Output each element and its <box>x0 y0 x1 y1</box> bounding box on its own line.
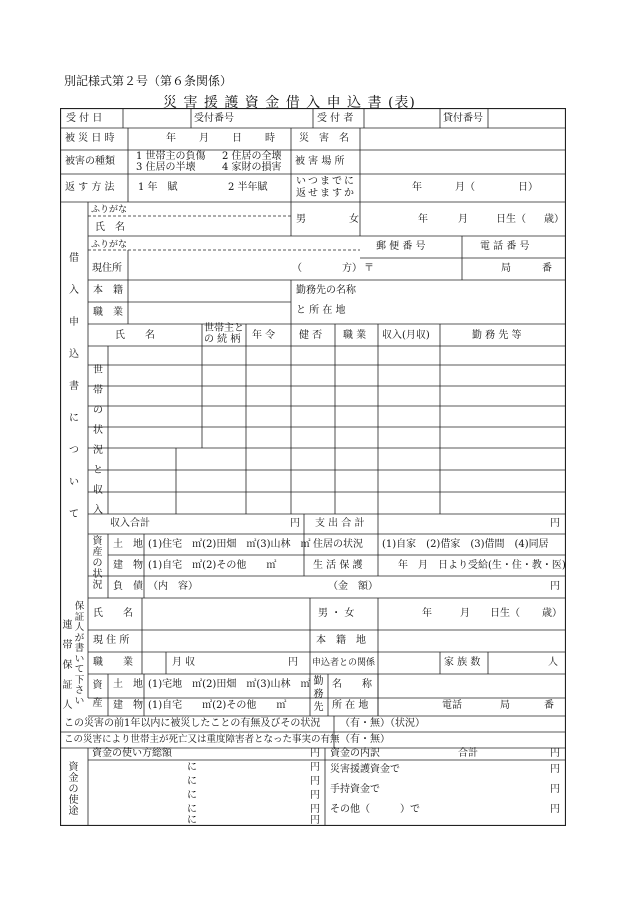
guarantor-building-label: 建 物 <box>113 700 143 711</box>
deadline-day: 日） <box>518 182 538 193</box>
applicant-age: 歳） <box>544 214 564 225</box>
guarantor-assets-side: 資産 <box>92 680 103 709</box>
guarantor-work-side: 勤務先 <box>313 676 324 713</box>
repay-deadline-label-1: いつまでに <box>296 176 356 187</box>
assets-side-label: 資産の状況 <box>92 536 103 591</box>
repayment-method-label: 返 す 方 法 <box>65 182 115 193</box>
guarantor-side-label: 連帯保証人 <box>62 620 73 711</box>
domicile-label: 本 籍 <box>93 285 123 296</box>
debt-yen: 円 <box>550 581 560 592</box>
guarantor-domicile-label: 本 籍 地 <box>316 635 366 646</box>
funds-item-own-yen: 円 <box>550 784 560 795</box>
death-disability-answer: （有・無） <box>340 734 390 745</box>
disaster-day-unit: 日 <box>232 133 242 144</box>
damage-type-label: 被害の種類 <box>65 156 115 167</box>
receiver-label: 受 付 者 <box>317 113 354 124</box>
guarantor-birth-day: 日生（ <box>490 608 520 619</box>
guarantor-relation-label: 申込者との関係 <box>312 658 376 668</box>
funds-ni-1: に <box>187 762 197 773</box>
guarantor-income-yen: 円 <box>288 657 298 668</box>
funds-breakdown-label: 資金の内訳 <box>330 748 380 759</box>
repayment-annual: 1 年 賦 <box>138 182 178 193</box>
funds-yen-1: 円 <box>310 762 320 773</box>
workplace-label-1: 勤務先の名称 <box>296 285 356 296</box>
housing-status-options: (1)自家 (2)借家 (3)借間 (4)同居 <box>382 539 549 550</box>
loan-number-label: 貸付番号 <box>443 113 483 124</box>
damage-option-injury: 1 世帯主の負傷 <box>136 151 206 162</box>
funds-item-other-yen: 円 <box>550 804 560 815</box>
debt-amount-label: （金 額） <box>328 581 378 592</box>
funds-yen-5: 円 <box>310 815 320 826</box>
receipt-number-label: 受付番号 <box>194 113 234 124</box>
repayment-semiannual: 2 半年賦 <box>228 182 268 193</box>
funds-sum-label: 合計 <box>458 748 478 759</box>
guarantor-birth-year: 年 <box>422 608 432 619</box>
phone-number-unit: 番 <box>542 263 552 274</box>
deadline-year: 年 <box>412 182 422 193</box>
household-health-header: 健 否 <box>299 330 323 341</box>
disaster-month-unit: 月 <box>199 133 209 144</box>
damage-option-property: 4 家財の損害 <box>222 162 282 173</box>
guarantor-work-name-label: 名 称 <box>332 679 372 690</box>
debt-content-label: （内 容） <box>148 581 198 592</box>
deadline-month: 月（ <box>455 182 475 193</box>
debt-label: 負 債 <box>113 581 143 592</box>
postal-code-label: 郵 便 番 号 <box>376 241 426 252</box>
damage-place-label: 被 害 場 所 <box>295 156 345 167</box>
funds-sum-yen: 円 <box>550 748 560 759</box>
received-date-label: 受 付 日 <box>66 113 103 124</box>
guarantor-land-label: 土 地 <box>113 679 143 690</box>
disaster-year-unit: 年 <box>166 133 176 144</box>
guarantor-family-label: 家 族 数 <box>444 657 481 668</box>
applicant-female: 女 <box>349 214 359 225</box>
prior-disaster-question: この災害の前1年以内に被災したことの有無及びその状況 <box>64 718 321 729</box>
household-job-header: 職 業 <box>343 330 367 341</box>
funds-ni-3: に <box>187 790 197 801</box>
funds-ni-2: に <box>187 776 197 787</box>
disaster-hour-unit: 時 <box>265 133 275 144</box>
expense-total-label: 支 出 合 計 <box>315 518 365 529</box>
assets-building-items: (1)自宅 ㎡(2)その他 ㎡ <box>148 560 277 571</box>
damage-option-half-loss: 3 住居の半壊 <box>136 162 196 173</box>
guarantor-work-phone: 電話 <box>442 700 462 711</box>
guarantor-person-unit: 人 <box>548 657 558 668</box>
funds-ni-5: に <box>187 815 197 826</box>
form-title: 災 害 援 護 資 金 借 入 申 込 書 (表) <box>163 95 416 111</box>
death-disability-question: この災害により世帯主が死亡又は重度障害者となった事実の有無 <box>64 734 340 745</box>
assets-land-items: (1)住宅 ㎡(2)田畑 ㎡(3)山林 ㎡ <box>148 539 311 550</box>
funds-item-relief: 災害援護資金で <box>330 764 400 775</box>
guarantor-work-bureau: 局 <box>500 700 510 711</box>
applicant-birth-year: 年 <box>418 214 428 225</box>
funds-total-label: 資金の使い方総額 <box>92 748 172 759</box>
funds-yen-3: 円 <box>310 790 320 801</box>
disaster-name-label: 災 害 名 <box>299 133 349 144</box>
guarantor-gender: 男 ・ 女 <box>318 608 355 619</box>
guarantor-work-number: 番 <box>544 700 554 711</box>
household-name-header: 氏 名 <box>115 330 155 341</box>
income-total-yen: 円 <box>290 518 300 529</box>
guarantor-income-label: 月 収 <box>172 657 196 668</box>
guarantor-birth-month: 月 <box>460 608 470 619</box>
prior-disaster-answer: （有・無）（状況） <box>340 718 425 729</box>
applicant-name-label: 氏 名 <box>95 222 125 233</box>
expense-total-yen: 円 <box>550 518 560 529</box>
postal-mark: 〒 <box>364 263 374 274</box>
repay-deadline-label-2: 返せますか <box>296 188 356 199</box>
applicant-birth-day: 日生（ <box>496 214 526 225</box>
applicant-male: 男 <box>296 214 306 225</box>
funds-yen-4: 円 <box>310 804 320 815</box>
assets-building-label: 建 物 <box>113 560 143 571</box>
applicant-birth-month: 月 <box>458 214 468 225</box>
funds-total-yen: 円 <box>310 748 320 759</box>
applicant-side-label: 借入申込書について <box>69 253 79 520</box>
funds-item-own: 手持資金で <box>330 784 380 795</box>
guarantor-name-label: 氏 名 <box>93 608 133 619</box>
disaster-date-label: 被 災 日 時 <box>65 133 115 144</box>
household-relation-header: 世帯主との 続 柄 <box>204 323 244 345</box>
income-total-label: 収入合計 <box>110 518 150 529</box>
applicant-furigana-label-2: ふりがな <box>91 240 128 250</box>
guarantor-note: 保証人が書いて下さい <box>74 601 85 707</box>
guarantor-address-label: 現 住 所 <box>93 635 130 646</box>
loan-application-form <box>60 108 566 826</box>
funds-yen-2: 円 <box>310 776 320 787</box>
welfare-text: 年 月 日より受給(生・住・教・医) <box>398 560 566 571</box>
guarantor-land-items: (1)宅地 ㎡(2)田畑 ㎡(3)山林 ㎡ <box>148 679 311 690</box>
phone-bureau-label: 局 <box>501 263 511 274</box>
address-care-of: （ 方） <box>292 263 362 274</box>
funds-ni-4: に <box>187 804 197 815</box>
welfare-label: 生 活 保 護 <box>313 560 363 571</box>
funds-side-label: 資金の使途 <box>68 762 79 817</box>
form-number-label: 別記様式第２号（第６条関係） <box>64 74 233 88</box>
household-age-header: 年 令 <box>252 330 276 341</box>
guarantor-occupation-label: 職 業 <box>93 657 133 668</box>
guarantor-building-items: (1)自宅 ㎡(2)その他 ㎡ <box>148 700 287 711</box>
household-workplace-header: 勤 務 先 等 <box>472 330 522 341</box>
household-side-label: 世帯の状況と収入 <box>93 365 103 516</box>
guarantor-work-place-label: 所 在 地 <box>332 700 369 711</box>
workplace-label-2: と 所 在 地 <box>296 305 346 316</box>
funds-item-other: その他（ ）で <box>330 804 420 815</box>
current-address-label: 現住所 <box>92 263 122 274</box>
applicant-furigana-label: ふりがな <box>91 205 128 215</box>
housing-status-label: 住居の状況 <box>313 539 363 550</box>
phone-number-label: 電 話 番 号 <box>480 241 530 252</box>
damage-option-full-loss: 2 住居の全壊 <box>222 151 282 162</box>
occupation-label: 職 業 <box>93 307 123 318</box>
household-income-header: 収入(月収) <box>382 330 430 341</box>
assets-land-label: 土 地 <box>113 539 143 550</box>
funds-item-relief-yen: 円 <box>550 764 560 775</box>
guarantor-age: 歳） <box>542 608 562 619</box>
